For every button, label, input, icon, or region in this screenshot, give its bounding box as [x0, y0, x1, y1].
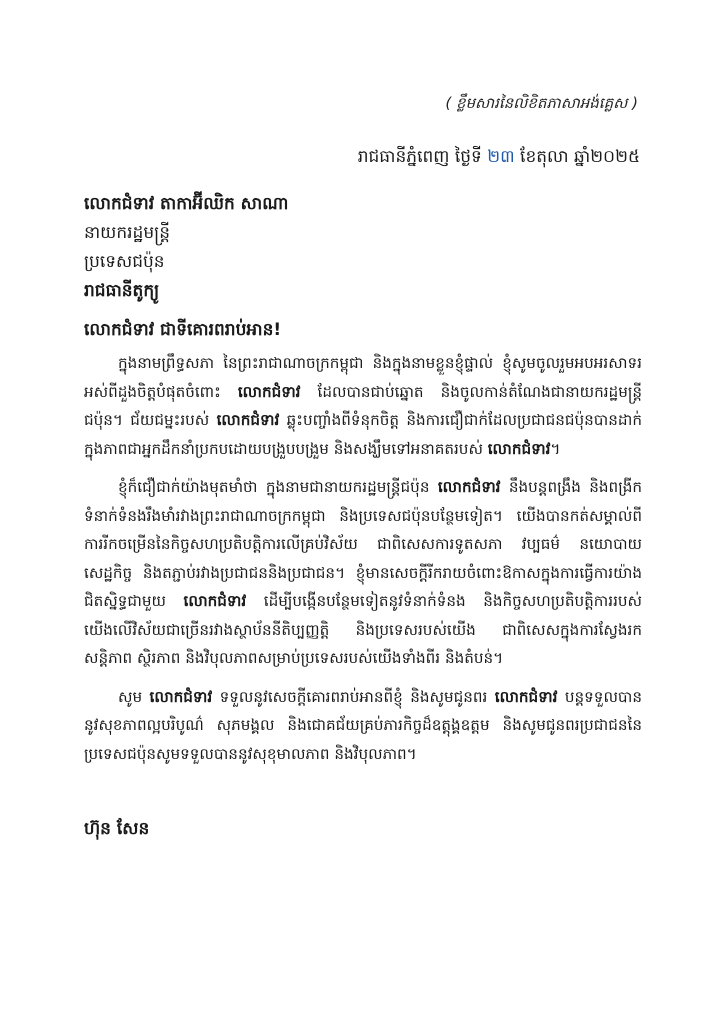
dateline: [358, 146, 640, 171]
honorific: លោកជំទាវ: [437, 478, 501, 496]
p1-text-b: ដែលបានជាប់ឆ្នោត និងចូលកាន់តំណែងជានាយករដ្ឋមន្ត្រីជប៉ុន។ ជ័យជម្នះរបស់: [84, 382, 642, 429]
p1-text-a: ក្នុងនាមព្រឹទ្ធសភា នៃព្រះរាជាណាចក្រកម្ពុជា និងក្នុងនាមខ្លួនខ្ញុំផ្ទាល់ ខ្ញុំសូមចូលរួមអបអរសាទរអស់ពីដួងចិត្តបំផុតចំពោះ: [84, 354, 642, 401]
honorific: លោកជំទាវ: [183, 592, 247, 610]
p1-text-c: ឆ្លុះបញ្ចាំងពីទំនុកចិត្ត និងការជឿជាក់ដែលប្រជាជនជប៉ុនបានដាក់ក្នុងភាពជាអ្នកដឹកនាំប្រកបដោយបង្រួបបង្រួម និងសង្ឃឹមទៅអនាគតរបស់: [84, 411, 642, 458]
translation-note: ( ខ្លឹមសារនៃលិខិតភាសាអង់គ្លេស ): [445, 94, 638, 112]
honorific: លោកជំទាវ: [487, 439, 551, 458]
letter-body: [84, 349, 642, 778]
p3-text-c: បន្តទទួលបាននូវសុខភាពល្អបរិបូណ៌ សុភមង្គល និងជោគជ័យគ្រប់ភារកិច្ចដ៏ឧត្តុង្គឧត្តម និងសូមជូនពរប្រជាជននៃប្រទេសជប៉ុនសូមទទួលបាននូវសុខុមាលភាព និងវិបុលភាព។: [84, 687, 643, 763]
honorific: លោកជំទាវ: [494, 687, 558, 706]
p1-text-d: ។: [550, 439, 561, 458]
addressee-city: រាជធានីតូក្យូ: [84, 281, 160, 301]
dateline-suffix: ខែតុលា ឆ្នាំ២០២៥: [514, 147, 640, 167]
honorific: លោកជំទាវ: [149, 687, 213, 706]
paragraph-3: [84, 683, 642, 769]
signature-name: ហ៊ុន សែន: [84, 819, 150, 839]
dateline-prefix: រាជធានីភ្នំពេញ ថ្ងៃទី: [357, 147, 488, 167]
p3-text-a: សូម: [118, 687, 150, 706]
addressee-block: [84, 190, 644, 306]
paragraph-1: [84, 349, 642, 463]
salutation: លោកជំទាវ ជាទីគោរពរាប់អាន!: [84, 320, 282, 340]
p2-text-c: ដើម្បីបង្កើនបន្ថែមទៀតនូវទំនាក់ទំនង និងកិច្ចសហប្រតិបត្តិការរបស់យើងលើវិស័យជាច្រើនរវាងស្ថាប័ននីតិប្បញ្ញត្តិ និងប្រទេសរបស់យើង ជាពិសេសក្នុងការស្វែងរកសន្តិភាព ស្ថិរភាព និងវិបុលភាពសម្រាប់ប្រទេសរបស់យើងទាំងពីរ និងតំបន់។: [84, 592, 642, 667]
addressee-name: លោកជំទាវ តាកាអ៊ីឈិក សាណា: [84, 194, 289, 214]
dateline-day: ២៣: [487, 147, 515, 167]
p2-text-a: ខ្ញុំក៏ជឿជាក់យ៉ាងមុតមាំថា ក្នុងនាមជានាយករដ្ឋមន្ត្រីជប៉ុន: [118, 478, 438, 496]
honorific: លោកជំទាវ: [237, 382, 301, 401]
addressee-country: ប្រទេសជប៉ុន: [84, 252, 165, 272]
p3-text-b: ទទួលនូវសេចក្តីគោរពរាប់អានពីខ្ញុំ និងសូមជូនពរ: [212, 687, 495, 706]
paragraph-2: [84, 473, 642, 673]
addressee-title: នាយករដ្ឋមន្ត្រី: [84, 223, 170, 243]
p2-text-b: នឹងបន្តពង្រឹង និងពង្រីកទំនាក់ទំនងរឹងមាំរវាងព្រះរាជាណាចក្រកម្ពុជា និងប្រទេសជប៉ុនបន្ថែមទៀត។ យើងបានកត់សម្គាល់ពីការរីកចម្រើននៃកិច្ចសហប្រតិបត្តិការលើគ្រប់វិស័យ ជាពិសេសការទូតសភា វប្បធម៌ នយោបាយ សេដ្ឋកិច្ច និងតភ្ជាប់រវាងប្រជាជននិងប្រជាជន។ ខ្ញុំមានសេចក្តីរីករាយចំពោះឱកាសក្នុងការធ្វើការយ៉ាងជិតស្និទ្ធជាមួយ: [84, 478, 642, 610]
honorific: លោកជំទាវ: [216, 411, 280, 429]
